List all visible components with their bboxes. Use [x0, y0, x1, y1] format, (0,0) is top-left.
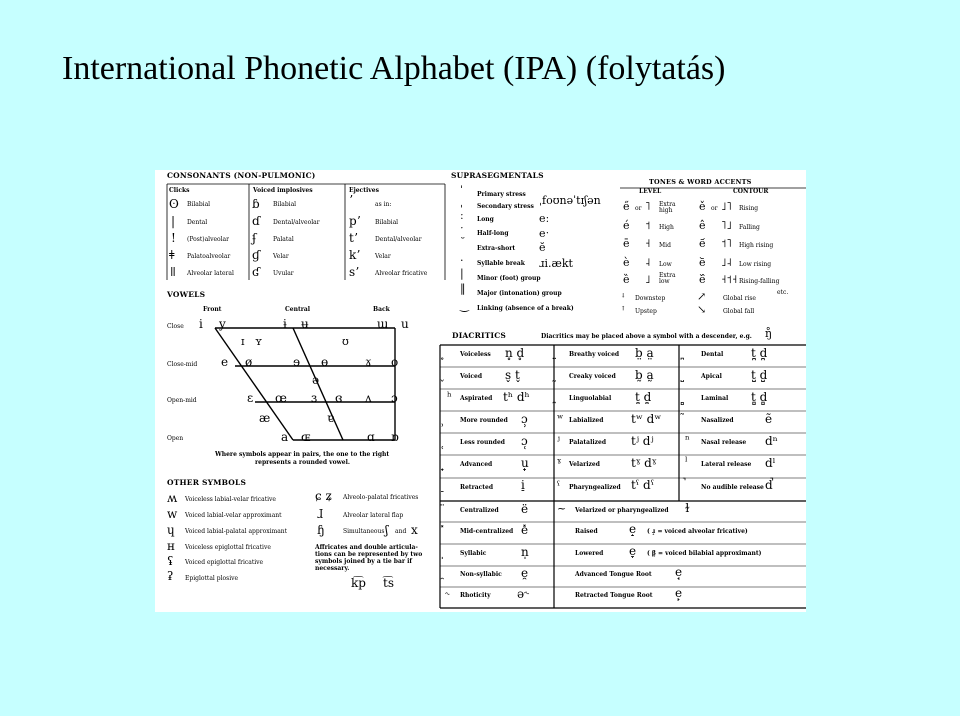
diacritic-example: e̝ [629, 522, 637, 536]
vowels-heading: VOWELS [167, 290, 206, 299]
supra-symbol: ˘ [460, 236, 466, 249]
diacritic-note: ( ɹ̝ = voiced alveolar fricative) [647, 528, 748, 535]
diacritic-example: ɔ̜ [521, 434, 528, 448]
tone-label: Global fall [723, 308, 755, 315]
affricate-note: Affricates and double articula- [315, 544, 418, 551]
other-symbols-heading: OTHER SYMBOLS [167, 478, 247, 487]
tone-symbol: ě [699, 200, 706, 213]
diacritic-example: e̯ [521, 566, 529, 580]
tone-label: Extra low [659, 272, 676, 285]
vowel-symbol: ɒ [391, 430, 399, 444]
vowel-symbol: ɯ [377, 317, 389, 331]
diacritic-label: Mid-centralized [460, 528, 514, 535]
diacritic-label: No audible release [701, 484, 764, 491]
diacritic-label: Lateral release [701, 461, 752, 468]
other-label: Voiced labial-velar approximant [185, 512, 282, 519]
diacritic-mark: ˞ [445, 588, 450, 601]
tone-letter: ˥˩ [721, 219, 732, 232]
other-label: Alveolo-palatal fricatives [343, 494, 419, 501]
vowel-symbol: y [219, 317, 226, 331]
supra-example: ˌfoʊnəˈtɪʃən [539, 194, 601, 207]
diacritic-mark: ˡ [685, 455, 688, 468]
supra-label: Extra-short [477, 245, 516, 252]
diacritic-example: n̩ [521, 545, 529, 559]
tone-label: High [659, 224, 674, 231]
supra-symbol: ˑ [460, 222, 464, 235]
tone-symbol: e᷈ [699, 273, 706, 286]
tone-label: Upstep [635, 308, 657, 315]
tone-symbol: ē [623, 237, 630, 250]
supra-label: Syllable break [477, 260, 525, 267]
click-label: Bilabial [187, 201, 211, 208]
vowel-symbol: ʌ [365, 391, 372, 405]
diacritic-example: tˤ dˤ [631, 478, 655, 492]
click-symbol: ǁ [170, 265, 176, 279]
level-label: LEVEL [639, 188, 662, 195]
vowel-symbol: ɘ [293, 355, 301, 369]
ejective-symbol: kʼ [349, 248, 361, 262]
vowel-symbol: ɑ [367, 430, 375, 444]
other-label: Voiced labial-palatal approximant [185, 528, 288, 535]
tone-letter: ˩˨ [721, 256, 732, 269]
tone-symbol: ꜛ [621, 304, 626, 317]
affricate-note: necessary. [315, 565, 350, 572]
tone-symbol: ↗ [697, 290, 707, 303]
supra-label: Minor (foot) group [477, 275, 541, 282]
supra-symbol: ‖ [460, 282, 466, 295]
diacritic-example: i̠ [521, 478, 525, 492]
supra-example: eː [539, 212, 550, 225]
diacritics-note-example: ŋ̊ [765, 327, 773, 340]
supra-label: Linking (absence of a break) [477, 305, 574, 312]
supra-symbol: | [460, 267, 464, 280]
diacritic-label: Advanced [460, 461, 493, 468]
slide-title: International Phonetic Alphabet (IPA) (folytatás) [62, 50, 726, 87]
vowel-note: represents a rounded vowel. [255, 459, 350, 466]
diacritic-example: dⁿ [765, 434, 778, 448]
implosive-label: Dental/alveolar [273, 219, 320, 226]
diacritic-example: u̟ [521, 456, 529, 470]
supra-symbol: . [460, 251, 464, 264]
diacritic-example: dˡ [765, 456, 776, 470]
supra-symbol: ‿ [460, 299, 469, 312]
supra-label: Long [477, 216, 494, 223]
supra-label: Half-long [477, 230, 509, 237]
tone-label: Extra high [659, 201, 676, 214]
diacritic-example: ɔ̹ [521, 412, 528, 426]
other-symbol: ʡ [167, 569, 174, 583]
vowel-symbol: ɨ [283, 317, 287, 331]
implosive-label: Bilabial [273, 201, 297, 208]
click-label: Alveolar lateral [187, 270, 234, 277]
vowel-symbol: ɜ [311, 391, 318, 405]
diacritics-heading: DIACRITICS [452, 331, 507, 340]
diacritic-label: Velarized [569, 461, 600, 468]
implosive-symbol: ɓ [252, 197, 260, 211]
tone-letter: ˨ [645, 256, 651, 269]
consonants-heading: CONSONANTS (NON-PULMONIC) [167, 171, 316, 180]
tone-letter: ˦˥ [721, 237, 732, 250]
vowel-note: Where symbols appear in pairs, the one to the right [215, 451, 390, 458]
diacritic-example: tʰ dʰ [503, 390, 530, 404]
tone-symbol: è [623, 256, 630, 269]
tone-symbol: e᷅ [699, 256, 706, 269]
supra-symbol: ː [460, 209, 464, 222]
tone-label: Low [659, 261, 672, 268]
vowel-symbol: ɪ [241, 335, 245, 348]
ejective-label: Bilabial [375, 219, 399, 226]
diacritic-example: ë [521, 502, 529, 516]
diacritic-mark: ˤ [557, 479, 561, 492]
implosive-label: Velar [273, 253, 289, 260]
diacritic-label: Palatalized [569, 439, 607, 446]
contour-label: CONTOUR [733, 188, 769, 195]
clicks-header: Clicks [169, 187, 190, 194]
other-symbol: ɕ ʑ [315, 489, 333, 503]
diacritic-example: t̺ d̺ [751, 368, 768, 382]
diacritic-example: e̘ [675, 565, 683, 579]
vowel-symbol: ʏ [255, 335, 263, 348]
diacritic-mark: ~ [557, 502, 567, 515]
diacritic-example: ẽ [765, 412, 773, 426]
other-label: and [395, 528, 407, 535]
diacritic-example: ə˞ [517, 587, 530, 601]
diacritic-label: Retracted [460, 484, 494, 491]
diacritic-label: Rhoticity [460, 592, 491, 599]
diacritic-label: Creaky voiced [569, 373, 616, 380]
ejective-label: Alveolar fricative [375, 270, 428, 277]
supra-label: Primary stress [477, 191, 526, 198]
other-label: Alveolar lateral flap [343, 512, 404, 519]
vowel-symbol: ə [312, 373, 320, 387]
vowel-symbol: ɞ [335, 391, 343, 405]
diacritic-example: e̙ [675, 586, 683, 600]
vowel-symbol: ʊ [342, 335, 349, 348]
diacritic-label: Dental [701, 351, 724, 358]
other-label: Epiglottal plosive [185, 575, 239, 582]
ejective-label: Velar [375, 253, 391, 260]
tone-letter: ˩ [645, 273, 651, 286]
other-symbol: ʢ [167, 554, 174, 568]
diacritic-label: Non-syllabic [460, 571, 502, 578]
open-mid-label: Open-mid [167, 397, 197, 404]
diacritic-example: b̰ a̰ [635, 368, 654, 382]
tone-label: Global rise [723, 295, 756, 302]
tone-label: Low rising [739, 261, 772, 268]
click-label: Palatoalveolar [187, 253, 231, 260]
diacritic-example: s̬ t̬ [505, 368, 520, 382]
tone-letter: ˥ [645, 200, 651, 213]
diacritic-label: Advanced Tongue Root [575, 571, 652, 578]
other-symbol: ɧ [317, 523, 325, 537]
implosive-label: Palatal [273, 236, 294, 243]
vowel-symbol: æ [259, 411, 271, 425]
implosive-symbol: ɗ [252, 214, 261, 228]
tone-label: Downstep [635, 295, 666, 302]
back-label: Back [373, 306, 390, 313]
front-label: Front [203, 306, 222, 313]
other-label: Simultaneous [343, 528, 385, 535]
ejective-label: Dental/alveolar [375, 236, 422, 243]
ejectives-header: Ejectives [349, 187, 379, 194]
other-symbol: ɥ [167, 523, 175, 537]
affricate-note: tions can be represented by two [315, 551, 423, 558]
vowel-symbol: œ [275, 391, 287, 405]
supra-symbol: ˈ [460, 184, 464, 197]
tone-symbol: ↘ [697, 303, 707, 316]
diacritic-label: Centralized [460, 507, 499, 514]
diacritic-label: More rounded [460, 417, 508, 424]
vowel-symbol: e [221, 355, 229, 369]
tie-example: k͡p [351, 576, 366, 590]
diacritic-example: tʷ dʷ [631, 412, 662, 426]
vowel-symbol: ø [245, 355, 253, 369]
diacritic-example: tʲ dʲ [631, 434, 654, 448]
diacritic-label: Velarized or pharyngealized [575, 507, 669, 514]
ejective-symbol: sʼ [349, 265, 359, 279]
vowel-symbol: i [199, 317, 203, 331]
vowel-symbol: ɶ [301, 430, 311, 444]
diacritic-example: tˠ dˠ [631, 456, 657, 470]
implosive-symbol: ʄ [252, 231, 257, 245]
diacritic-mark: ⁿ [685, 433, 690, 446]
tone-label: High rising [739, 242, 774, 249]
supra-example: ɹi.ækt [539, 257, 573, 270]
other-label: Voiceless epiglottal fricative [185, 544, 271, 551]
diacritic-label: Nasalized [701, 417, 734, 424]
diacritic-example: t̪ d̪ [751, 346, 768, 360]
ejective-symbol: tʼ [349, 231, 358, 245]
supra-symbol: ˌ [460, 196, 464, 209]
diacritic-example: ɫ [685, 501, 690, 515]
diacritic-example: e̽ [521, 523, 529, 537]
click-label: Dental [187, 219, 208, 226]
implosive-symbol: ʛ [252, 265, 260, 279]
tone-symbol: ꜜ [621, 291, 626, 304]
diacritic-label: Voiceless [460, 351, 491, 358]
diacritic-label: Lowered [575, 550, 604, 557]
vowel-symbol: u [401, 317, 409, 331]
click-symbol: ǂ [169, 248, 175, 262]
diacritic-mark: ʲ [557, 434, 560, 447]
diacritic-label: Raised [575, 528, 598, 535]
other-symbol: ʃ [385, 523, 389, 537]
other-label: Voiceless labial-velar fricative [185, 496, 276, 503]
ipa-chart [155, 170, 806, 612]
vowel-symbol: ʉ [301, 317, 309, 331]
suprasegmentals-heading: SUPRASEGMENTALS [451, 171, 544, 180]
supra-label: Major (intonation) group [477, 290, 562, 297]
tone-letter: ˧ [645, 237, 651, 250]
tie-example: t͡s [383, 576, 394, 590]
click-symbol: ! [171, 231, 176, 245]
open-label: Open [167, 435, 184, 442]
supra-label: Secondary stress [477, 203, 534, 210]
tone-label: Rising-falling [739, 278, 780, 285]
diacritic-label: Pharyngealized [569, 484, 621, 491]
diacritic-note: ( β̞ = voiced bilabial approximant) [647, 550, 762, 557]
diacritic-label: Linguolabial [569, 395, 612, 402]
other-symbol: w [167, 507, 178, 521]
diacritic-mark: ʰ [447, 390, 452, 403]
implosives-header: Voiced implosives [253, 187, 313, 194]
tone-letter: ˦ [645, 219, 651, 232]
diacritics-note: Diacritics may be placed above a symbol with a descender, e.g. [541, 333, 752, 340]
vowel-symbol: o [391, 355, 399, 369]
diacritic-mark: ˠ [557, 456, 562, 469]
diacritic-label: Labialized [569, 417, 604, 424]
diacritic-example: b̤ a̤ [635, 346, 654, 360]
diacritic-example: d̚ [765, 478, 773, 492]
vowel-symbol: ɵ [321, 355, 329, 369]
tone-symbol: é [623, 219, 630, 232]
diacritic-label: Voiced [460, 373, 483, 380]
tone-label: Mid [659, 242, 671, 249]
tones-heading: TONES & WORD ACCENTS [649, 178, 752, 186]
central-label: Central [285, 306, 311, 313]
close-label: Close [167, 323, 184, 330]
vowel-symbol: ɔ [391, 391, 398, 405]
tone-symbol: ê [699, 219, 706, 232]
diacritic-example: t̻ d̻ [751, 390, 768, 404]
other-label: Voiced epiglottal fricative [185, 559, 264, 566]
tone-or: or [711, 205, 718, 212]
tone-letter: ˧˦˧ [721, 273, 738, 286]
other-symbol: ɺ [317, 507, 324, 521]
diacritic-label: Aspirated [460, 395, 493, 402]
diacritic-label: Breathy voiced [569, 351, 620, 358]
click-symbol: | [171, 214, 176, 228]
other-symbol: ʜ [167, 539, 175, 553]
implosive-symbol: ɠ [252, 248, 261, 262]
other-symbol: ʍ [167, 491, 178, 505]
tone-letter: ˩˥ [721, 200, 732, 213]
vowel-symbol: a [281, 430, 289, 444]
diacritic-mark: ʷ [557, 412, 564, 425]
vowel-symbol: ɐ [327, 411, 335, 425]
diacritic-label: Nasal release [701, 439, 747, 446]
affricate-note: symbols joined by a tie bar if [315, 558, 412, 565]
supra-example: eˑ [539, 227, 550, 240]
click-label: (Post)alveolar [187, 236, 229, 243]
ejective-symbol: pʼ [349, 214, 361, 228]
tone-symbol: e᷄ [699, 237, 706, 250]
diacritic-label: Apical [701, 373, 722, 380]
ejective-symbol: ʼ [349, 193, 353, 207]
tone-label: Rising [739, 205, 759, 212]
tone-label: Falling [739, 224, 760, 231]
diacritic-label: Retracted Tongue Root [575, 592, 653, 599]
diacritic-example: e̞ [629, 544, 637, 558]
other-symbol: x [411, 523, 418, 537]
vowel-symbol: ɤ [365, 355, 372, 369]
tone-or: or [635, 205, 642, 212]
tone-symbol: ȅ [623, 273, 630, 286]
diacritic-example: n̥ d̥ [505, 346, 525, 360]
tone-label: etc. [777, 289, 789, 296]
diacritic-label: Less rounded [460, 439, 505, 446]
vowel-symbol: ɛ [247, 391, 254, 405]
diacritic-example: t̼ d̼ [635, 390, 652, 404]
tone-symbol: e̋ [623, 200, 630, 213]
close-mid-label: Close-mid [167, 361, 198, 368]
ejective-label: as in: [375, 201, 392, 208]
diacritic-label: Laminal [701, 395, 729, 402]
supra-example: ĕ [539, 241, 546, 254]
implosive-label: Uvular [273, 270, 294, 277]
click-symbol: ʘ [169, 197, 179, 211]
diacritic-label: Syllabic [460, 550, 487, 557]
